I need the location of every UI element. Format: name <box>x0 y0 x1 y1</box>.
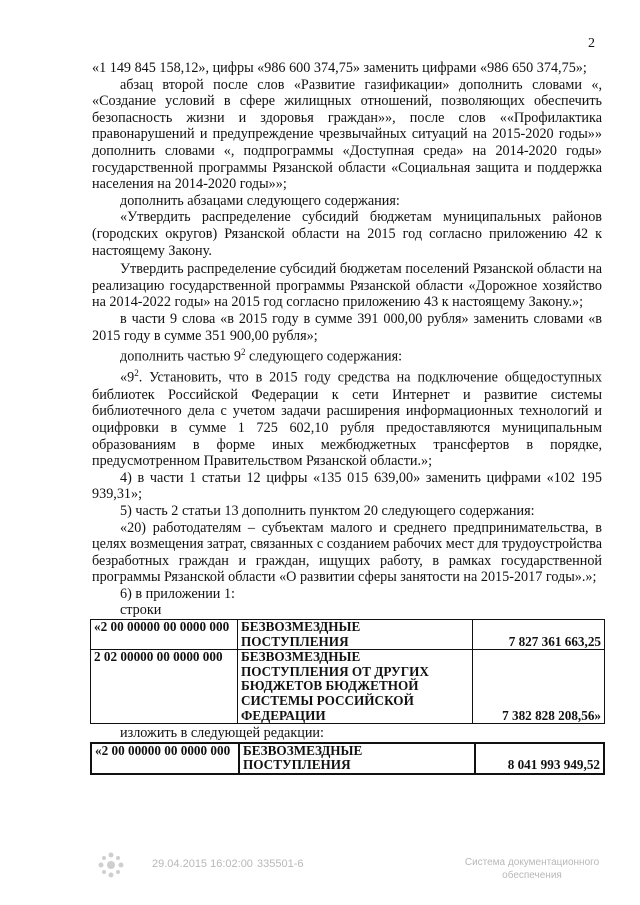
page-number: 2 <box>588 36 595 51</box>
paragraph-add-intro: дополнить абзацами следующего содержания: <box>120 192 400 209</box>
row-code: 2 02 00000 00 0000 000 <box>91 650 238 724</box>
footer-doc-code: 335501-6 <box>257 858 304 870</box>
footer-system-note: Система документационного обеспечения <box>464 857 600 881</box>
row-name: БЕЗВОЗМЕЗДНЫЕ ПОСТУПЛЕНИЯ <box>238 620 473 650</box>
paragraph-gasification: абзац второй после слов «Развитие газификации» дополнить словами «, «Создание условий в сфере жилищных отношений, позволяющих обеспечить безопасность жизни и здоровья граждан»», после слов ««Профилактика правонарушений и предупреждение чрезвычайных ситуаций на 2015-2020 годы»» дополнить словами «, подпрограммы «Доступная среда» на 2014-2020 годы» государственной программы Рязанской области «Социальная защита и поддержка населения на 2014-2020 годы»»; <box>92 76 602 193</box>
row-name: БЕЗВОЗМЕЗДНЫЕ ПОСТУПЛЕНИЯ ОТ ДРУГИХ БЮДЖЕТОВ БЮДЖЕТНОЙ СИСТЕМЫ РОССИЙСКОЙ ФЕДЕРАЦИИ <box>238 650 473 724</box>
paragraph-libraries: «$9^2$. Установить, что в 2015 году средства на подключение общедоступных библиотек Российской Федерации к сети Интернет и развитие системы библиотечного дела с учетом задачи расширения информационных технологий и оцифровки в сумме 1 725 602,10 рубля предоставляются муниципальным образованиям в форме иных межбюджетных трансфертов в порядке, предусмотренном Правительством Рязанской области.»; <box>92 368 602 470</box>
paragraph-part-9-2-intro: дополнить частью $9^2$ следующего содержания: <box>120 347 403 365</box>
row-code: «2 00 00000 00 0000 000 <box>91 743 239 774</box>
table-row <box>91 743 604 774</box>
paragraph-article-12: 4) в части 1 статьи 12 цифры «135 015 639,00» заменить цифрами «102 195 939,31»; <box>92 469 602 503</box>
table-row <box>91 650 605 724</box>
paragraph-employers: «20) работодателям – субъектам малого и среднего предпринимательства, в целях возмещения затрат, связанных с созданием рабочих мест для трудоустройства безработных граждан и граждан, ищущих работу, в рамках государственной программы Рязанской области «О развитии сферы занятости на 2015-2017 годы».»; <box>92 519 602 586</box>
row-code: «2 00 00000 00 0000 000 <box>91 620 238 650</box>
table-old-rows <box>90 619 605 724</box>
seal-icon <box>96 850 126 880</box>
paragraph-new-edition-label: изложить в следующей редакции: <box>120 725 324 742</box>
paragraph-subsidies-settlements: Утвердить распределение субсидий бюджетам поселений Рязанской области на реализацию государственной программы Рязанской области «Дорожное хозяйство на 2014-2022 годы» на 2015 год согласно приложению 43 к настоящему Закону.»; <box>92 261 602 311</box>
paragraph-amount-replacement: «1 149 845 158,12», цифры «986 600 374,75» заменить цифрами «986 650 374,75»; <box>92 60 587 76</box>
table-new-rows <box>90 742 605 775</box>
table-row <box>91 620 605 650</box>
row-amount: 8 041 993 949,52 <box>475 743 604 774</box>
row-amount: 7 827 361 663,25 <box>473 620 605 650</box>
row-name: БЕЗВОЗМЕЗДНЫЕ ПОСТУПЛЕНИЯ <box>239 743 475 774</box>
row-amount: 7 382 828 208,56» <box>473 650 605 724</box>
paragraph-part-9: в части 9 слова «в 2015 году в сумме 391 000,00 рубля» заменить словами «в 2015 году в сумме 351 900,00 рубля»; <box>92 310 602 344</box>
paragraph-appendix-1: 6) в приложении 1: <box>120 585 235 602</box>
document-body <box>92 60 602 775</box>
paragraph-subsidies-districts: «Утвердить распределение субсидий бюджетам муниципальных районов (городских округов) Рязанской области на 2015 год согласно приложению 42 к настоящему Закону. <box>92 209 602 259</box>
paragraph-article-13: 5) часть 2 статьи 13 дополнить пунктом 20 следующего содержания: <box>120 502 535 519</box>
footer-timestamp: 29.04.2015 16:02:00 <box>152 858 253 870</box>
paragraph-rows-label: строки <box>120 602 162 619</box>
